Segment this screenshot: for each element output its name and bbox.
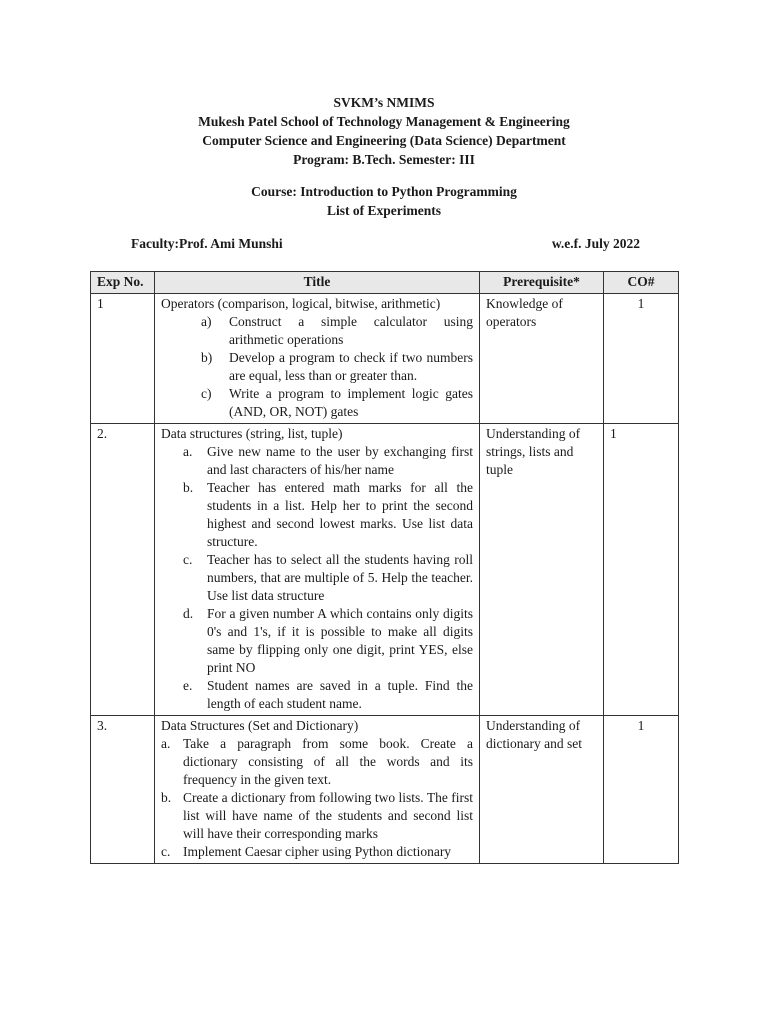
- exp-heading: Operators (comparison, logical, bitwise, arithmetic): [161, 296, 441, 311]
- item-marker: c.: [161, 844, 171, 859]
- item-text: Write a program to implement logic gates (AND, OR, NOT) gates: [229, 386, 473, 419]
- item-marker: a): [201, 314, 212, 329]
- item-text: Give new name to the user by exchanging first and last characters of his/her name: [207, 444, 473, 477]
- header-prerequisite: Prerequisite*: [480, 272, 604, 294]
- exp-prerequisite: Understanding of dictionary and set: [480, 716, 604, 864]
- header-co: CO#: [604, 272, 679, 294]
- table-row: [91, 716, 679, 864]
- list-item: [161, 385, 473, 421]
- item-text: Teacher has to select all the students having roll numbers, that are multiple of 5. Help the teacher. Use list data structure: [207, 552, 473, 603]
- exp-number: 1: [91, 294, 155, 424]
- list-title: List of Experiments: [327, 203, 441, 218]
- effective-date: w.e.f. July 2022: [551, 236, 640, 251]
- header-title: Title: [155, 272, 480, 294]
- exp-title-cell: [155, 716, 480, 864]
- course-title: Course: Introduction to Python Programming: [251, 184, 517, 199]
- header-exp-no: Exp No.: [91, 272, 155, 294]
- exp-co: 1: [604, 294, 679, 424]
- exp-co: 1: [604, 716, 679, 864]
- list-item: [161, 605, 473, 677]
- item-text: Construct a simple calculator using arithmetic operations: [229, 314, 473, 347]
- item-marker: a.: [161, 736, 171, 751]
- list-item: [161, 349, 473, 385]
- list-item: [161, 443, 473, 479]
- course-header: [0, 182, 768, 220]
- list-item: [161, 479, 473, 551]
- table-row: [91, 294, 679, 424]
- exp-task-list: [161, 443, 473, 713]
- exp-heading: Data structures (string, list, tuple): [161, 426, 343, 441]
- list-item: [161, 551, 473, 605]
- item-marker: c.: [183, 552, 193, 567]
- item-marker: c): [201, 386, 212, 401]
- item-text: For a given number A which contains only digits 0's and 1's, if it is possible to make all digits same by flipping only one digit, print YES, else print NO: [207, 606, 473, 675]
- faculty-name: Faculty:Prof. Ami Munshi: [131, 236, 283, 251]
- department-name: Computer Science and Engineering (Data Science) Department: [202, 133, 566, 148]
- exp-co: 1: [604, 424, 679, 716]
- exp-task-list: [161, 313, 473, 421]
- exp-prerequisite: Understanding of strings, lists and tuple: [480, 424, 604, 716]
- list-item: [161, 789, 473, 843]
- item-text: Implement Caesar cipher using Python dictionary: [183, 844, 452, 859]
- item-text: Develop a program to check if two numbers are equal, less than or greater than.: [229, 350, 473, 383]
- item-text: Student names are saved in a tuple. Find the length of each student name.: [207, 678, 473, 711]
- table-row: [91, 424, 679, 716]
- exp-number: 3.: [91, 716, 155, 864]
- list-item: [161, 735, 473, 789]
- exp-prerequisite: Knowledge of operators: [480, 294, 604, 424]
- item-marker: d.: [183, 606, 194, 621]
- item-text: Take a paragraph from some book. Create a dictionary consisting of all the words and its frequency in the given text.: [183, 736, 473, 787]
- exp-title-cell: [155, 424, 480, 716]
- item-marker: e.: [183, 678, 193, 693]
- item-marker: b.: [161, 790, 172, 805]
- item-marker: b.: [183, 480, 194, 495]
- table-header-row: [91, 272, 679, 294]
- exp-task-list: [161, 735, 473, 861]
- faculty-line: [131, 236, 640, 256]
- item-text: Create a dictionary from following two lists. The first list will have name of the students and second list will have their corresponding marks: [183, 790, 473, 841]
- institution-header: [0, 93, 768, 169]
- school-name: Mukesh Patel School of Technology Management & Engineering: [198, 114, 570, 129]
- exp-number: 2.: [91, 424, 155, 716]
- item-marker: b): [201, 350, 213, 365]
- list-item: [161, 843, 473, 861]
- institution-name: SVKM’s NMIMS: [333, 95, 435, 110]
- experiments-table: [90, 271, 679, 864]
- program-semester: Program: B.Tech. Semester: III: [293, 152, 475, 167]
- item-marker: a.: [183, 444, 193, 459]
- item-text: Teacher has entered math marks for all the students in a list. Help her to print the second highest and second lowest marks. Use list data structure.: [207, 480, 473, 549]
- list-item: [161, 313, 473, 349]
- exp-title-cell: [155, 294, 480, 424]
- list-item: [161, 677, 473, 713]
- exp-heading: Data Structures (Set and Dictionary): [161, 718, 359, 733]
